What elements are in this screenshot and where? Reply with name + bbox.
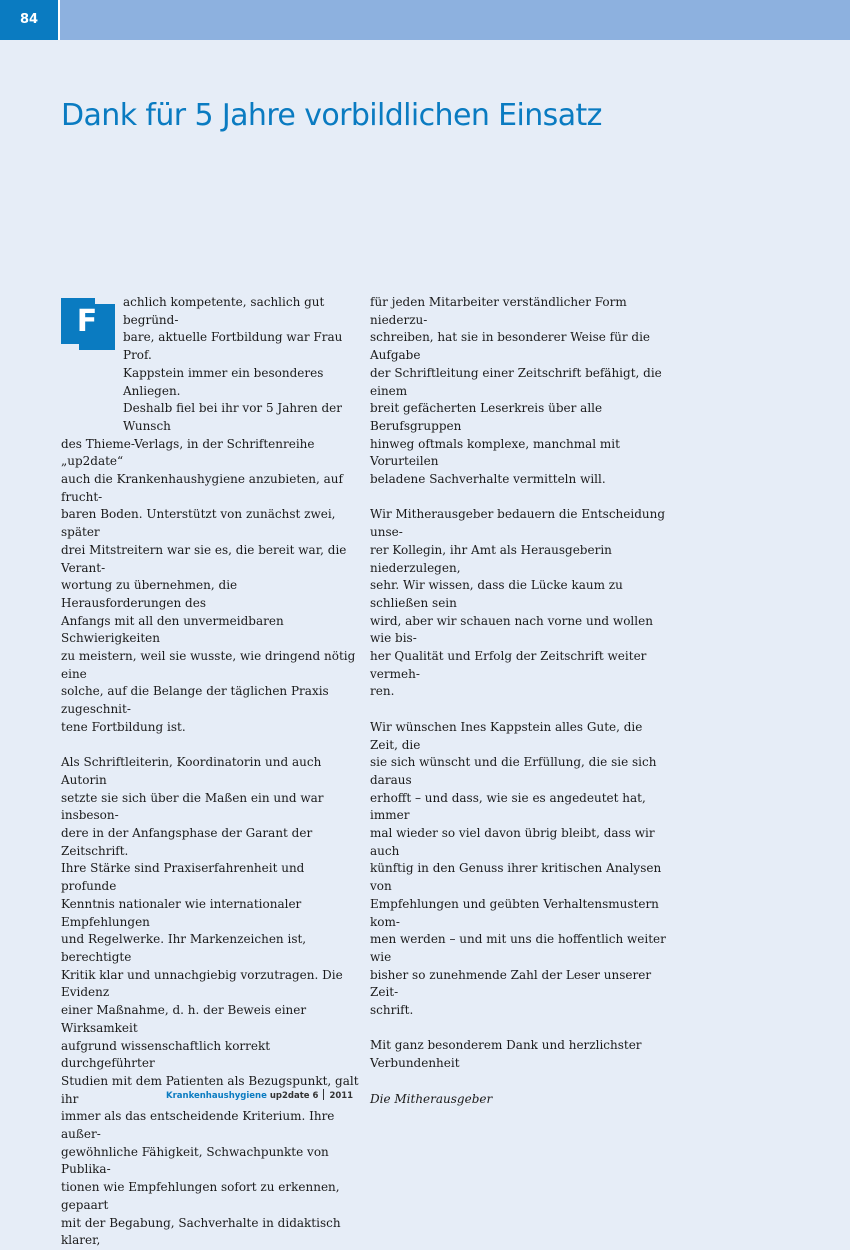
text-line: bare, aktuelle Fortbildung war Frau Prof. — [123, 330, 343, 363]
footer-journal: Krankenhaushygiene — [166, 1091, 267, 1101]
text-line: einer Maßnahme, d. h. der Beweis einer Wirksamkeit — [61, 1003, 307, 1035]
text-line: drei Mitstreitern war sie es, die bereit war, die Verant- — [61, 542, 347, 575]
footer-divider — [323, 1089, 324, 1100]
text-line: Studien mit dem Patienten als Bezugspunkt, galt ihr — [61, 1073, 359, 1106]
text-line: aufgrund wissenschaftlich korrekt durchgeführter — [61, 1038, 271, 1071]
text-line: und Regelwerke. Ihr Markenzeichen ist, berechtigte — [61, 932, 307, 964]
text-line: tionen wie Empfehlungen sofort zu erkennen, gepaart — [61, 1180, 340, 1212]
text-line: bisher so zunehmende Zahl der Leser unserer Zeit- — [370, 967, 652, 1000]
text-line: Empfehlungen und geübten Verhaltensmustern kom- — [370, 896, 659, 929]
text-line: immer als das entscheidende Kriterium. Ihre außer- — [61, 1109, 335, 1142]
text-line: sie sich wünscht und die Erfüllung, die sie sich daraus — [370, 755, 657, 787]
text-line: Kritik klar und unnachgiebig vorzutragen. Die Evidenz — [61, 967, 343, 1000]
text-line: erhofft – und dass, wie sie es angedeutet hat, immer — [370, 790, 646, 823]
text-line: Verbundenheit — [370, 1056, 460, 1071]
text-line: wortung zu übernehmen, die Herausforderungen des — [61, 578, 238, 610]
text-line: Kappstein immer ein besonderes Anliegen. — [123, 365, 324, 398]
text-line: für jeden Mitarbeiter verständlicher Form niederzu- — [370, 295, 627, 327]
footer-issue: up2date 6 — [269, 1091, 319, 1101]
text-line: beladene Sachverhalte vermitteln will. — [370, 472, 606, 487]
text-line: men werden – und mit uns die hoffentlich weiter wie — [370, 932, 666, 964]
lead-paragraph — [61, 294, 361, 436]
text-line: Wir Mitherausgeber bedauern die Entscheidung unse- — [370, 507, 666, 540]
page-footer — [166, 1089, 353, 1101]
paragraph — [370, 294, 670, 489]
text-line: hinweg oftmals komplexe, manchmal mit Vorurteilen — [370, 436, 620, 469]
page-number: 84 — [0, 0, 60, 40]
text-line: dere in der Anfangsphase der Garant der Zeitschrift. — [61, 826, 313, 858]
paragraph — [61, 436, 361, 737]
text-line: her Qualität und Erfolg der Zeitschrift weiter vermeh- — [370, 649, 647, 681]
text-line: breit gefächerten Leserkreis über alle Berufsgruppen — [370, 401, 603, 433]
paragraph — [370, 719, 670, 1020]
text-line: wird, aber wir schauen nach vorne und wollen wie bis- — [370, 613, 653, 646]
article-title: Dank für 5 Jahre vorbildlichen Einsatz — [61, 98, 602, 133]
header-bar — [0, 0, 850, 40]
text-line: schrift. — [370, 1003, 414, 1018]
text-line: Deshalb fiel bei ihr vor 5 Jahren der Wunsch — [123, 401, 343, 433]
text-line: achlich kompetente, sachlich gut begründ- — [123, 295, 325, 327]
text-line: schreiben, hat sie in besonderer Weise für die Aufgabe — [370, 330, 651, 363]
text-line: der Schriftleitung einer Zeitschrift befähigt, die einem — [370, 365, 662, 398]
text-line: ren. — [370, 684, 395, 699]
paragraph — [370, 1037, 670, 1072]
text-line: sehr. Wir wissen, dass die Lücke kaum zu schließen sein — [370, 578, 623, 610]
signature: Die Mitherausgeber — [370, 1091, 493, 1106]
text-line: mit der Begabung, Sachverhalte in didaktisch klarer, — [61, 1215, 341, 1248]
text-line: Kenntnis nationaler wie internationaler Empfehlungen — [61, 896, 302, 929]
text-line: Als Schriftleiterin, Koordinatorin und auch Autorin — [61, 755, 322, 787]
text-line: Anfangs mit all den unvermeidbaren Schwierigkeiten — [61, 613, 284, 646]
text-line: Wir wünschen Ines Kappstein alles Gute, die Zeit, die — [370, 719, 643, 752]
text-line: zu meistern, weil sie wusste, wie dringend nötig eine — [61, 649, 356, 681]
paragraph — [61, 754, 361, 1250]
text-column-left — [61, 294, 361, 1250]
text-line: gewöhnliche Fähigkeit, Schwachpunkte von Publika- — [61, 1144, 329, 1177]
text-line: mal wieder so viel davon übrig bleibt, dass wir auch — [370, 826, 655, 858]
dropcap-letter: F — [76, 304, 98, 339]
text-line: setzte sie sich über die Maßen ein und war insbeson- — [61, 790, 324, 823]
text-line: baren Boden. Unterstützt von zunächst zwei, später — [61, 507, 336, 540]
text-line: rer Kollegin, ihr Amt als Herausgeberin niederzulegen, — [370, 542, 612, 575]
text-line: tene Fortbildung ist. — [61, 719, 186, 734]
text-line: solche, auf die Belange der täglichen Praxis zugeschnit- — [61, 684, 329, 717]
dropcap — [61, 298, 113, 348]
paragraph — [370, 506, 670, 701]
text-line: auch die Krankenhaushygiene anzubieten, auf frucht- — [61, 472, 343, 504]
text-line: künftig in den Genuss ihrer kritischen Analysen von — [370, 861, 662, 894]
text-column-right — [370, 294, 670, 1108]
text-line: des Thieme-Verlags, in der Schriftenreihe „up2date“ — [61, 436, 315, 469]
text-line: Mit ganz besonderem Dank und herzlichster — [370, 1038, 642, 1053]
footer-year: 2011 — [329, 1091, 354, 1101]
text-line: Ihre Stärke sind Praxiserfahrenheit und profunde — [61, 861, 305, 894]
